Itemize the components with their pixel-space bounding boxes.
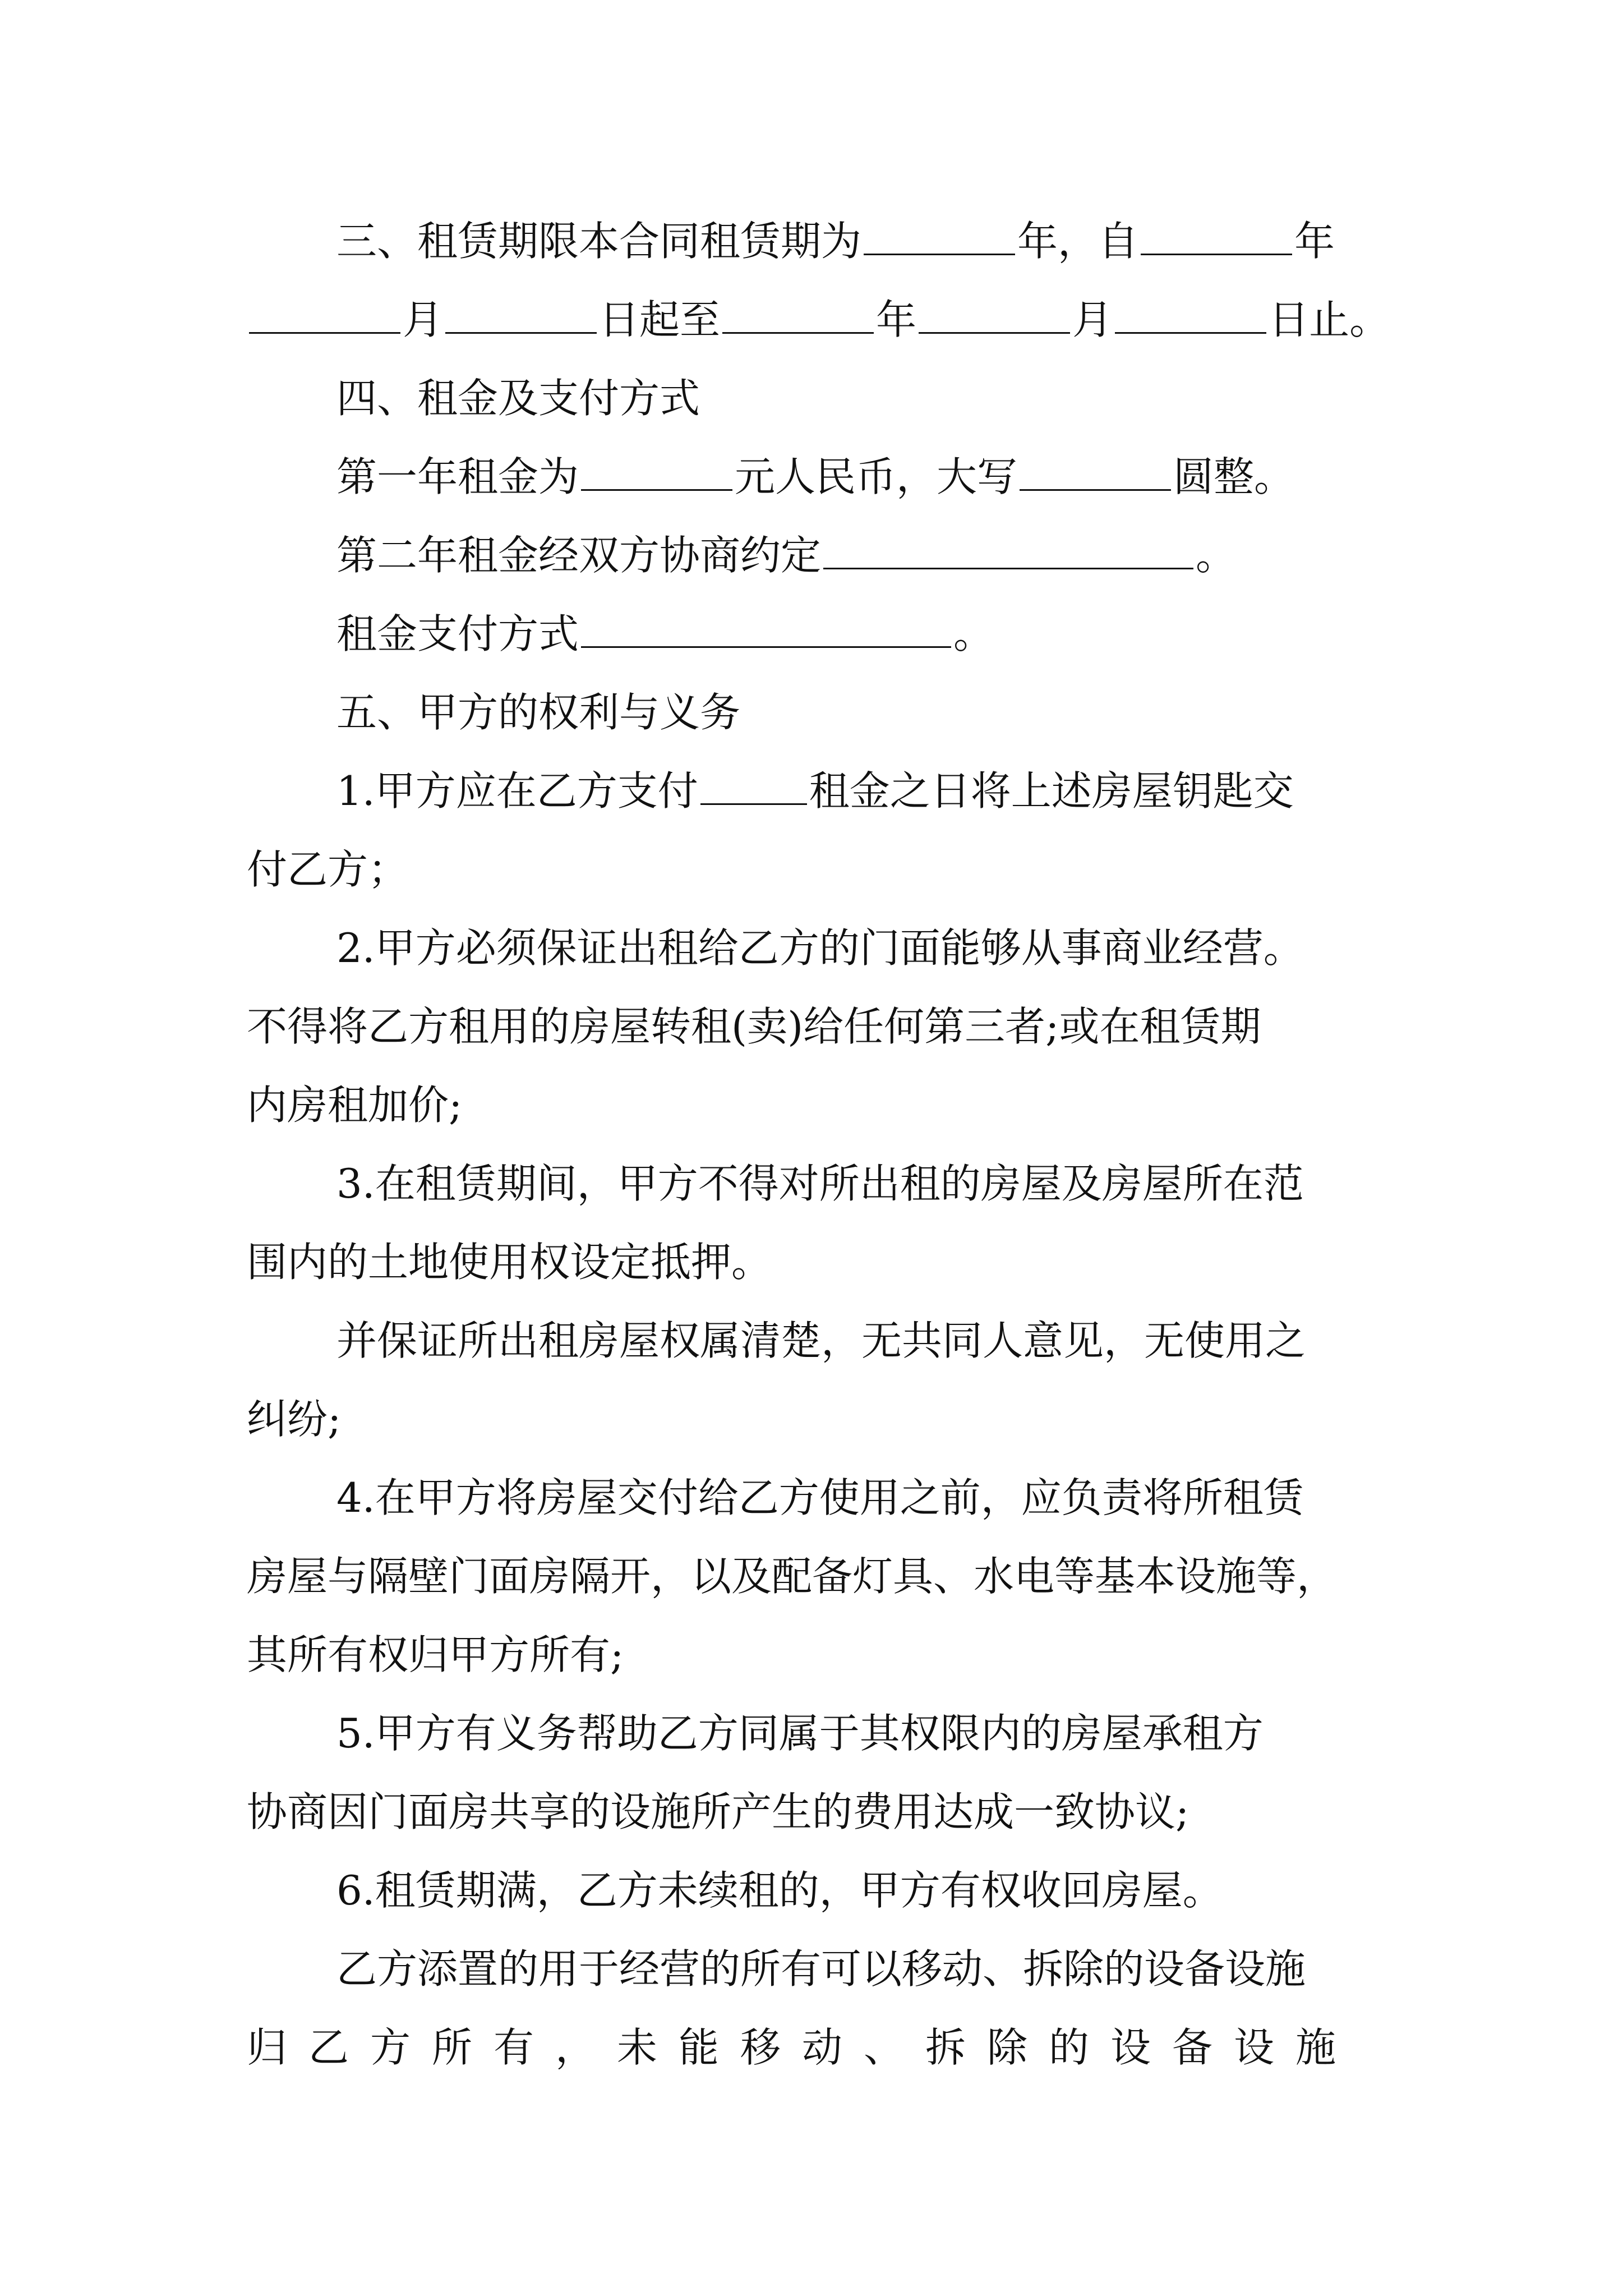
first-year-rent-line: [336, 438, 1391, 516]
blank-end-month[interactable]: [919, 298, 1070, 334]
body-line: 房屋与隔壁门面房隔开，以及配备灯具、水电等基本设施等，: [247, 1553, 1338, 1600]
blank-start-month[interactable]: [249, 298, 400, 334]
blank-second-year-rent[interactable]: [823, 534, 1193, 569]
text-run: 月: [1072, 296, 1113, 343]
section-heading-party-a: 五、甲方的权利与义务: [336, 689, 741, 736]
lease-term-line: [336, 202, 1391, 280]
lease-dates-line: [247, 280, 1391, 359]
blank-rent-uppercase[interactable]: [1020, 455, 1171, 491]
second-year-rent-line: [336, 516, 1391, 595]
text-run: 元人民币，大写: [735, 453, 1018, 500]
blank-end-day[interactable]: [1115, 298, 1266, 334]
text-run: 圆整。: [1173, 453, 1295, 500]
body-line-justified: 归乙方所有，未能移动、拆除的设备设施: [247, 2024, 1358, 2071]
blank-end-year[interactable]: [722, 298, 874, 334]
text-run: 。: [953, 610, 994, 657]
blank-years[interactable]: [864, 220, 1015, 255]
blank-payment-period[interactable]: [700, 770, 807, 805]
text-run: 年: [876, 296, 917, 343]
blank-payment-method[interactable]: [581, 613, 951, 648]
payment-method-line: [336, 595, 1391, 673]
blank-rent-amount[interactable]: [581, 455, 732, 491]
text-run: 租金之日将上述房屋钥匙交: [809, 767, 1294, 815]
body-line: 乙方添置的用于经营的所有可以移动、拆除的设备设施: [336, 1945, 1306, 1993]
body-line: 6.租赁期满，乙方未续租的，甲方有权收回房屋。: [336, 1867, 1223, 1914]
blank-start-year[interactable]: [1141, 220, 1292, 255]
body-line: 纠纷;: [247, 1396, 342, 1443]
text-run: 1.甲方应在乙方支付: [336, 767, 698, 815]
text-run: 日起至: [599, 296, 721, 343]
text-run: 年，自: [1017, 218, 1139, 265]
body-line: 并保证所出租房屋权属清楚，无共同人意见，无使用之: [336, 1317, 1306, 1364]
body-line: 不得将乙方租用的房屋转租(卖)给任何第三者;或在租赁期: [247, 1003, 1261, 1050]
text-run: 。: [1196, 532, 1237, 579]
body-line: 4.在甲方将房屋交付给乙方使用之前，应负责将所租赁: [336, 1474, 1304, 1521]
blank-start-day[interactable]: [445, 298, 597, 334]
body-line: 2.甲方必须保证出租给乙方的门面能够从事商业经营。: [336, 924, 1304, 972]
text-run: 年: [1294, 218, 1335, 265]
text-run: 第一年租金为: [336, 453, 579, 500]
body-line: 内房租加价;: [247, 1082, 463, 1129]
body-line: 付乙方；: [247, 846, 409, 893]
section-heading-rent: 四、租金及支付方式: [336, 375, 700, 422]
body-line: 3.在租赁期间，甲方不得对所出租的房屋及房屋所在范: [336, 1160, 1304, 1207]
text-run: 租金支付方式: [336, 610, 579, 657]
body-line: 围内的土地使用权设定抵押。: [247, 1239, 772, 1286]
clause-1-line: [336, 752, 1391, 830]
text-run: 三、租赁期限本合同租赁期为: [336, 218, 862, 265]
body-line: 协商因门面房共享的设施所产生的费用达成一致协议;: [247, 1788, 1189, 1835]
body-line: 5.甲方有义务帮助乙方同属于其权限内的房屋承租方: [336, 1710, 1264, 1757]
body-line: 其所有权归甲方所有;: [247, 1631, 624, 1678]
text-run: 日止。: [1269, 296, 1390, 343]
text-run: 第二年租金经双方协商约定: [336, 532, 822, 579]
text-run: 月: [403, 296, 444, 343]
